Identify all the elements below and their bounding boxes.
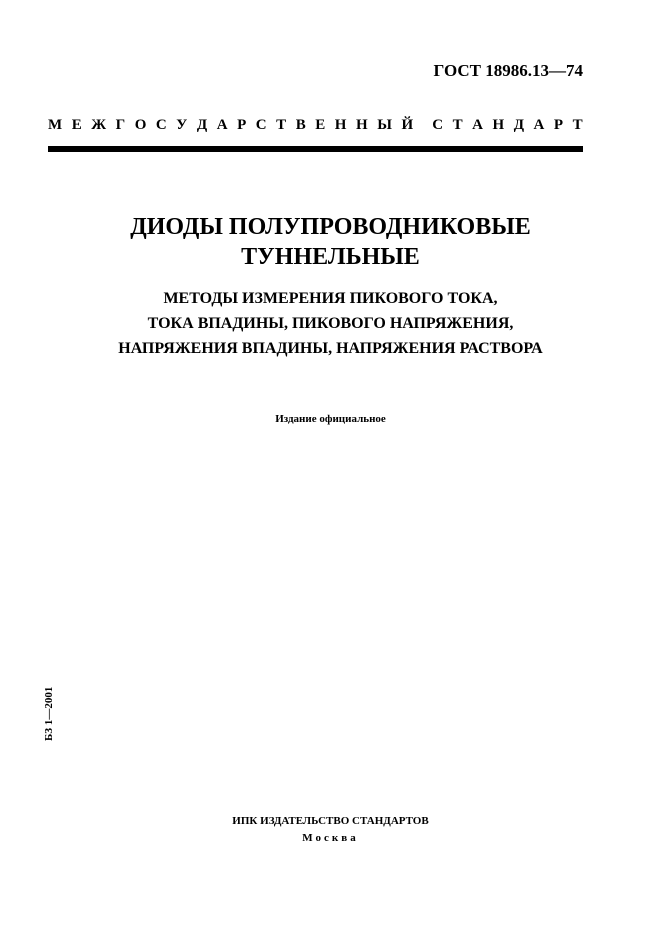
category-letter: Д [513,117,525,133]
category-letter: С [155,117,167,133]
category-letter: Р [553,117,564,133]
category-letter: О [134,117,147,133]
subtitle-line: МЕТОДЫ ИЗМЕРЕНИЯ ПИКОВОГО ТОКА, [163,290,498,307]
city: Москва [302,832,359,844]
standard-designation: ГОСТ 18986.13—74 [433,61,583,80]
category-letter: В [295,117,306,133]
category-letter: С [255,117,267,133]
category-letter: Й [401,117,414,133]
publisher: ИПК ИЗДАТЕЛЬСТВО СТАНДАРТОВ [232,815,429,827]
category-letter: Н [492,117,505,133]
category-letter: Р [237,117,247,133]
edition-note: Издание официальное [275,413,386,425]
category-letter: С [432,117,444,133]
category-letter: А [472,117,483,133]
document-title [0,212,661,272]
subtitle-line: НАПРЯЖЕНИЯ ВПАДИНЫ, НАПРЯЖЕНИЯ РАСТВОРА [118,340,543,357]
title-line: ДИОДЫ ПОЛУПРОВОДНИКОВЫЕ [130,214,531,240]
category-letter: Т [452,117,463,133]
category-letter: Г [115,117,126,133]
header-divider [48,146,583,152]
standard-category [48,117,583,134]
category-letter: Н [355,117,368,133]
category-letter: Н [334,117,347,133]
category-letter: У [176,117,188,133]
category-letter: А [216,117,228,133]
publisher-block [0,813,661,847]
category-letter: Т [276,117,287,133]
category-letter: Ы [377,117,392,133]
document-subtitle [0,286,661,361]
category-letter: Ж [91,117,107,133]
category-letter: Е [315,117,326,133]
category-letter: А [533,117,545,133]
category-letter: М [48,117,63,133]
publication-code: БЗ 1—2001 [43,686,55,741]
category-letter: Д [196,117,208,133]
category-letter: Е [71,117,82,133]
subtitle-line: ТОКА ВПАДИНЫ, ПИКОВОГО НАПРЯЖЕНИЯ, [147,315,514,332]
category-letter: Т [572,117,583,133]
title-line: ТУННЕЛЬНЫЕ [241,244,420,270]
